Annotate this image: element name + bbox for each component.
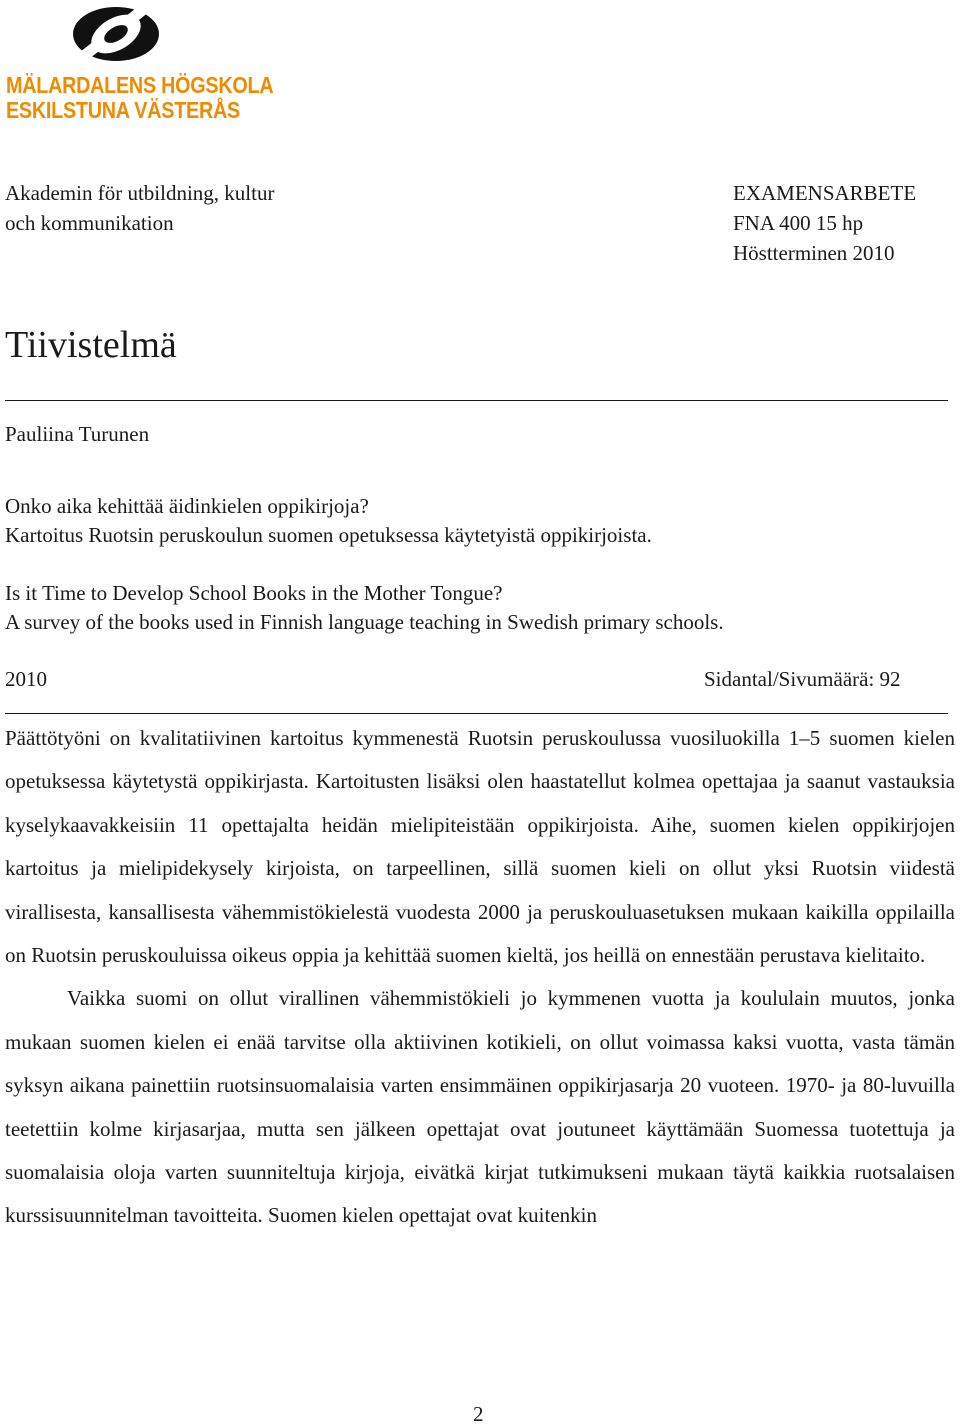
course-code: FNA 400 15 hp: [733, 211, 864, 235]
abstract-paragraph-1: Päättötyöni on kvalitatiivinen kartoitus kymmenestä Ruotsin peruskoulussa vuosiluokilla 1–5 suomen kielen opetuksessa käytetystä oppikirjasta. Kartoitusten lisäksi olen haastatellut kolmea opettajaa ja saanut vastauksia kyselykaavakkeisiin 11 opettajalta heidän mielipiteistään oppikirjoista. Aihe, suomen kielen oppikirjojen kartoitus ja mielipidekysely kirjoista, on tarpeellinen, sillä suomen kieli on ollut yksi Ruotsin viidestä virallisesta, kansallisesta vähemmistökielestä vuodesta 2000 ja peruskouluasetuksen mukaan kaikilla oppilailla on Ruotsin peruskouluissa oikeus oppia ja kehittää suomen kieltä, jos heillä on ennestään perustava kielitaito.: [5, 726, 955, 968]
divider: [5, 713, 948, 714]
abstract-body: [5, 717, 955, 1238]
department-line-2: och kommunikation: [5, 211, 174, 235]
university-logo: [4, 2, 274, 124]
logo-line-1: MÄLARDALENS HÖGSKOLA: [6, 72, 274, 98]
department-line-1: Akademin för utbildning, kultur: [5, 181, 275, 205]
abstract-paragraph-2: Vaikka suomi on ollut virallinen vähemmistökieli jo kymmenen vuotta ja koululain muutos, jonka mukaan suomen kielen ei enää tarvitse olla aktiivinen kotikieli, on ollut voimassa kaksi vuotta, vasta tämän syksyn aikana painettiin ruotsinsuomalaisia varten ensimmäinen oppikirjasarja 20 vuoteen. 1970- ja 80-luvuilla teetettiin kolme kirjasarjaa, mutta sen jälkeen opettajat ovat joutuneet käyttämään Suomessa tuotettuja ja suomalaisia oloja varten suunniteltuja kirjoja, eivätkä kirjat tutkimukseni mukaan täytä kaikkia ruotsalaisen kurssisuunnitelman tavoitteita. Suomen kielen opettajat ovat kuitenkin: [5, 986, 955, 1228]
thesis-type: EXAMENSARBETE: [733, 181, 917, 205]
thesis-info: [733, 178, 916, 268]
divider: [5, 400, 948, 401]
english-title: Is it Time to Develop School Books in the Mother Tongue?: [5, 581, 503, 605]
page-title: Tiivistelmä: [5, 324, 177, 366]
term: Höstterminen 2010: [733, 241, 895, 265]
page-number: 2: [473, 1402, 484, 1426]
english-subtitle: A survey of the books used in Finnish language teaching in Swedish primary schools.: [5, 610, 724, 634]
author-name: Pauliina Turunen: [5, 422, 150, 446]
page-count: Sidantal/Sivumäärä: 92: [704, 667, 901, 691]
logo-mark-icon: [4, 2, 226, 72]
finnish-subtitle: Kartoitus Ruotsin peruskoulun suomen opetuksessa käytetyistä oppikirjoista.: [5, 523, 652, 547]
logo-line-2: ESKILSTUNA VÄSTERÅS: [6, 97, 240, 123]
year: 2010: [5, 667, 47, 691]
finnish-title: Onko aika kehittää äidinkielen oppikirjoja?: [5, 494, 369, 518]
